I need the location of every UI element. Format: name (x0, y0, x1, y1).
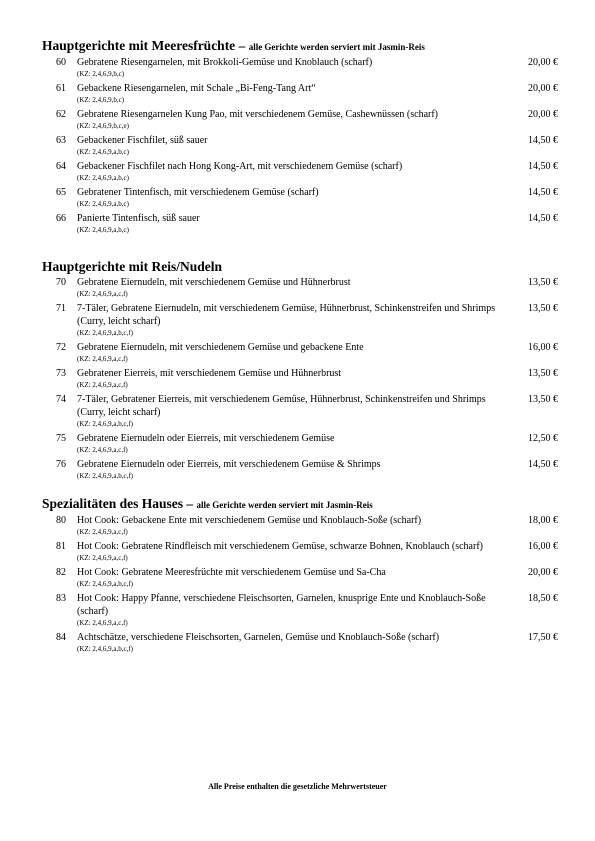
item-description: Gebratene Eiernudeln oder Eierreis, mit verschiedenem Gemüse (77, 433, 335, 444)
section-house-specials (42, 496, 562, 657)
item-allergen-codes: (KZ: 2,4,6,9,a,b,c) (77, 148, 129, 156)
item-description: Gebratener Tintenfisch, mit verschiedenem Gemüse (scharf) (77, 187, 319, 198)
item-description: Gebratene Eiernudeln, mit verschiedenem Gemüse und Hühnerbrust (77, 277, 351, 288)
menu-item (42, 631, 562, 657)
menu-item (42, 134, 562, 160)
item-description: Gebackener Fischfilet nach Hong Kong-Art, mit verschiedenem Gemüse (scharf) (77, 161, 403, 172)
item-price: 14,50 € (528, 135, 558, 146)
item-price: 14,50 € (528, 213, 558, 224)
menu-item (42, 393, 562, 432)
menu-item (42, 341, 562, 367)
menu-item (42, 160, 562, 186)
item-allergen-codes: (KZ: 2,4,6,9,b,c) (77, 70, 125, 78)
item-description: Hot Cook: Gebratene Meeresfrüchte mit verschiedenem Gemüse und Sa-Cha (77, 567, 386, 578)
item-number: 74 (56, 394, 66, 405)
item-description: Gebratene Riesengarnelen Kung Pao, mit verschiedenem Gemüse, Cashewnüssen (scharf) (77, 109, 438, 120)
item-allergen-codes: (KZ: 2,4,6,9,a,b,c) (77, 226, 129, 234)
section-heading (42, 496, 562, 513)
item-price: 14,50 € (528, 187, 558, 198)
item-description: Gebratene Eiernudeln, mit verschiedenem Gemüse und gebackene Ente (77, 342, 364, 353)
menu-items (42, 56, 562, 238)
item-allergen-codes: (KZ: 2,4,6,9,a,c,f) (77, 554, 128, 562)
item-number: 71 (56, 303, 66, 314)
item-description: Gebratene Riesengarnelen, mit Brokkoli-Gemüse und Knoblauch (scharf) (77, 57, 373, 68)
item-price: 13,50 € (528, 303, 558, 314)
section-heading (42, 38, 562, 55)
item-price: 12,50 € (528, 433, 558, 444)
section-subtitle: alle Gerichte werden serviert mit Jasmin-Reis (196, 500, 373, 510)
item-number: 64 (56, 161, 66, 172)
item-allergen-codes: (KZ: 2,4,6,9,a,b,c,f) (77, 472, 133, 480)
item-number: 84 (56, 632, 66, 643)
section-subtitle: alle Gerichte werden serviert mit Jasmin-Reis (248, 42, 425, 52)
item-body (77, 212, 503, 238)
menu-item (42, 186, 562, 212)
item-body (77, 56, 503, 82)
item-price: 16,00 € (528, 342, 558, 353)
item-body (77, 631, 503, 657)
item-body (77, 540, 503, 566)
item-number: 66 (56, 213, 66, 224)
menu-item (42, 302, 562, 341)
item-description: Achtschätze, verschiedene Fleischsorten, Garnelen, Gemüse und Knoblauch-Soße (scharf) (77, 632, 440, 643)
item-description: Panierte Tintenfisch, süß sauer (77, 213, 200, 224)
menu-item (42, 540, 562, 566)
section-title: Spezialitäten des Hauses – (42, 496, 197, 511)
item-body (77, 276, 503, 302)
item-body (77, 432, 503, 458)
item-body (77, 341, 503, 367)
item-price: 14,50 € (528, 161, 558, 172)
item-description: Hot Cook: Gebackene Ente mit verschiedenem Gemüse und Knoblauch-Soße (scharf) (77, 515, 422, 526)
item-allergen-codes: (KZ: 2,4,6,9,a,c,f) (77, 290, 128, 298)
menu-items (42, 276, 562, 484)
menu-item (42, 367, 562, 393)
item-number: 70 (56, 277, 66, 288)
item-allergen-codes: (KZ: 2,4,6,9,a,b,c,f) (77, 329, 133, 337)
section-seafood (42, 38, 562, 238)
item-description: 7-Täler, Gebratene Eiernudeln, mit verschiedenem Gemüse, Hühnerbrust, Schinkenstreifen und Shrimps (Curry, leicht scharf) (77, 303, 496, 327)
menu-item (42, 514, 562, 540)
item-price: 13,50 € (528, 368, 558, 379)
item-number: 73 (56, 368, 66, 379)
menu-item (42, 276, 562, 302)
section-title: Hauptgerichte mit Meeresfrüchte – (42, 38, 249, 53)
item-body (77, 134, 503, 160)
item-body (77, 458, 503, 484)
item-number: 61 (56, 83, 66, 94)
item-description: Gebratene Eiernudeln oder Eierreis, mit verschiedenem Gemüse & Shrimps (77, 459, 381, 470)
item-description: Hot Cook: Happy Pfanne, verschiedene Fleischsorten, Garnelen, knusprige Ente und Knoblauch-Soße (scharf) (77, 593, 486, 617)
item-description: Gebackene Riesengarnelen, mit Schale „Bi-Feng-Tang Art“ (77, 83, 316, 94)
section-heading (42, 259, 562, 275)
item-body (77, 566, 503, 592)
menu-item (42, 432, 562, 458)
section-title: Hauptgerichte mit Reis/Nudeln (42, 259, 222, 274)
item-allergen-codes: (KZ: 2,4,6,9,a,c,f) (77, 446, 128, 454)
item-body (77, 186, 503, 212)
item-body (77, 108, 503, 134)
menu-item (42, 56, 562, 82)
item-price: 16,00 € (528, 541, 558, 552)
section-rice-noodles (42, 259, 562, 484)
item-allergen-codes: (KZ: 2,4,6,9,a,c,f) (77, 528, 128, 536)
item-allergen-codes: (KZ: 2,4,6,9,a,b,c,f) (77, 420, 133, 428)
menu-item (42, 458, 562, 484)
item-body (77, 367, 503, 393)
item-number: 75 (56, 433, 66, 444)
item-allergen-codes: (KZ: 2,4,6,9,a,b,c,f) (77, 645, 133, 653)
item-price: 20,00 € (528, 109, 558, 120)
menu-item (42, 82, 562, 108)
item-price: 17,50 € (528, 632, 558, 643)
menu-item (42, 592, 562, 631)
item-body (77, 592, 503, 631)
item-body (77, 393, 503, 432)
menu-items (42, 514, 562, 657)
item-price: 18,00 € (528, 515, 558, 526)
item-body (77, 160, 503, 186)
item-body (77, 514, 503, 540)
item-number: 62 (56, 109, 66, 120)
menu-item (42, 566, 562, 592)
item-allergen-codes: (KZ: 2,4,6,9,b,c) (77, 96, 125, 104)
footer-note: Alle Preise enthalten die gesetzliche Mehrwertsteuer (208, 782, 387, 791)
item-price: 13,50 € (528, 394, 558, 405)
item-number: 76 (56, 459, 66, 470)
item-allergen-codes: (KZ: 2,4,6,9,a,b,c) (77, 174, 129, 182)
item-number: 72 (56, 342, 66, 353)
item-number: 63 (56, 135, 66, 146)
item-allergen-codes: (KZ: 2,4,6,9,a,c,f) (77, 619, 128, 627)
item-description: 7-Täler, Gebratener Eierreis, mit verschiedenem Gemüse, Hühnerbrust, Schinkenstreifen und Shrimps (Curry, leicht scharf) (77, 394, 486, 418)
item-number: 82 (56, 567, 66, 578)
item-number: 83 (56, 593, 66, 604)
item-allergen-codes: (KZ: 2,4,6,9,a,c,f) (77, 381, 128, 389)
item-price: 14,50 € (528, 459, 558, 470)
item-body (77, 302, 503, 341)
item-number: 65 (56, 187, 66, 198)
menu-item (42, 212, 562, 238)
item-number: 81 (56, 541, 66, 552)
item-allergen-codes: (KZ: 2,4,6,9,a,b,c,f) (77, 580, 133, 588)
item-price: 20,00 € (528, 83, 558, 94)
item-price: 20,00 € (528, 57, 558, 68)
item-number: 60 (56, 57, 66, 68)
item-number: 80 (56, 515, 66, 526)
item-price: 20,00 € (528, 567, 558, 578)
item-body (77, 82, 503, 108)
item-allergen-codes: (KZ: 2,4,6,9,b,c,e) (77, 122, 129, 130)
item-description: Gebackener Fischfilet, süß sauer (77, 135, 208, 146)
item-allergen-codes: (KZ: 2,4,6,9,a,b,c) (77, 200, 129, 208)
item-price: 13,50 € (528, 277, 558, 288)
item-description: Gebratener Eierreis, mit verschiedenem Gemüse und Hühnerbrust (77, 368, 342, 379)
item-price: 18,50 € (528, 593, 558, 604)
menu-item (42, 108, 562, 134)
item-description: Hot Cook: Gebratene Rindfleisch mit verschiedenem Gemüse, schwarze Bohnen, Knoblauch (scharf) (77, 541, 483, 552)
item-allergen-codes: (KZ: 2,4,6,9,a,c,f) (77, 355, 128, 363)
